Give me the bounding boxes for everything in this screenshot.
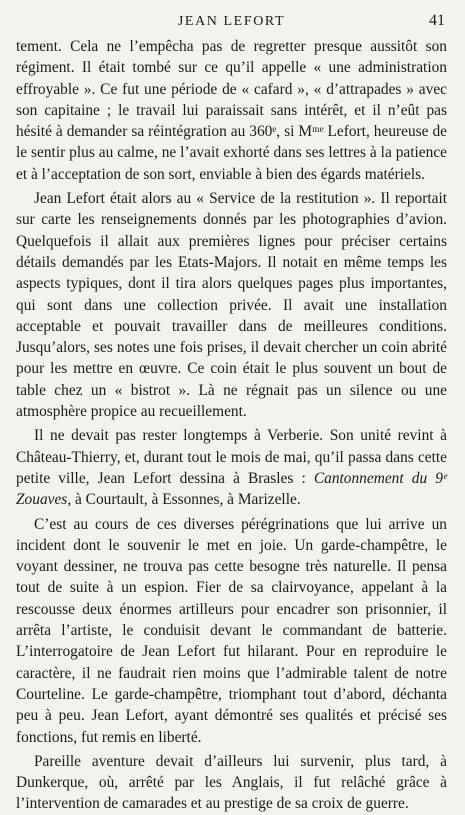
paragraph-4: C’est au cours de ces diverses pérégrinations que lui arrive un incident dont le souvenir le met en joie. Un garde-champêtre, le voyant dessiner, ne trouva pas cette besogne très naturelle. Il pensa tout de suite à un espion. Fier de sa clairvoyance, appelant à la rescousse deux énormes artilleurs pour encadrer son prisonnier, il arrêta l’artiste, le conduisit devant le commandant de batterie. L’interrogatoire de Jean Lefort fut hilarant. Pour en reproduire le caractère, il ne faudrait rien moins que l’admirable talent de notre Courteline. Le garde-champêtre, triomphant tout d’abord, déchanta peu à peu. Jean Lefort, ayant démontré ses qualités et précisé ses fonctions, fut remis en liberté. bbox=[16, 515, 447, 746]
running-title: JEAN LEFORT bbox=[177, 14, 286, 29]
page-number: 41 bbox=[429, 12, 445, 29]
page-header bbox=[16, 10, 447, 36]
paragraph-3 bbox=[16, 425, 447, 510]
paragraph-2: Jean Lefort était alors au « Service de la restitution ». Il reportait sur carte les renseignements donnés par les photographies d’avion. Quelquefois il allait aux premières lignes pour préciser certains détails demandés par les Etats-Majors. Il notait en même temps les aspects typiques, dont il tira alors quelques pages plus importantes, qui sont dans une collection privée. Il avait une installation acceptable et pouvait travailler dans de meilleures conditions. Jusqu’alors, ses notes une fois prises, il devait chercher un coin abrité pour les mettre en œuvre. Ce coin était le plus souvent un bout de table chez un « bistrot ». Là ne régnait pas un silence ou une atmosphère propice au recueillement. bbox=[16, 190, 447, 421]
paragraph-5: Pareille aventure devait d’ailleurs lui survenir, plus tard, à Dunkerque, où, arrêté par les Anglais, il fut relâché grâce à l’intervention de camarades et au prestige de sa croix de guerre. bbox=[16, 752, 447, 813]
body-text bbox=[16, 36, 447, 815]
paragraph-3-text-end: , à Courtault, à Essonnes, à Marizelle. bbox=[67, 491, 301, 509]
paragraph-1: tement. Cela ne l’empêcha pas de regretter presque aussitôt son régiment. Il était tombé sur ce qu’il appelle « une administration effroyable ». Ce fut une période de « cafard », « d’attrapades » avec son capitaine ; le travail lui paraissait sans intérêt, et il n’eût pas hésité à demander sa réintégration au 360ᵉ, si Mᵐᵉ Lefort, heureuse de le sentir plus au calme, ne l’avait exhorté dans ses lettres à la patience et à l’acceptation de son sort, enviable à bien des égards matériels. bbox=[16, 38, 447, 183]
paragraph-3-italic-title: Cantonnement du 9ᵉ Zouaves bbox=[16, 469, 447, 509]
paragraph-3-text-start: Il ne devait pas rester longtemps à Verberie. Son unité revint à Château-Thierry, et, durant tout le mois de mai, qu’il passa dans cette petite ville, Jean Lefort dessina à Brasles : bbox=[16, 427, 447, 487]
